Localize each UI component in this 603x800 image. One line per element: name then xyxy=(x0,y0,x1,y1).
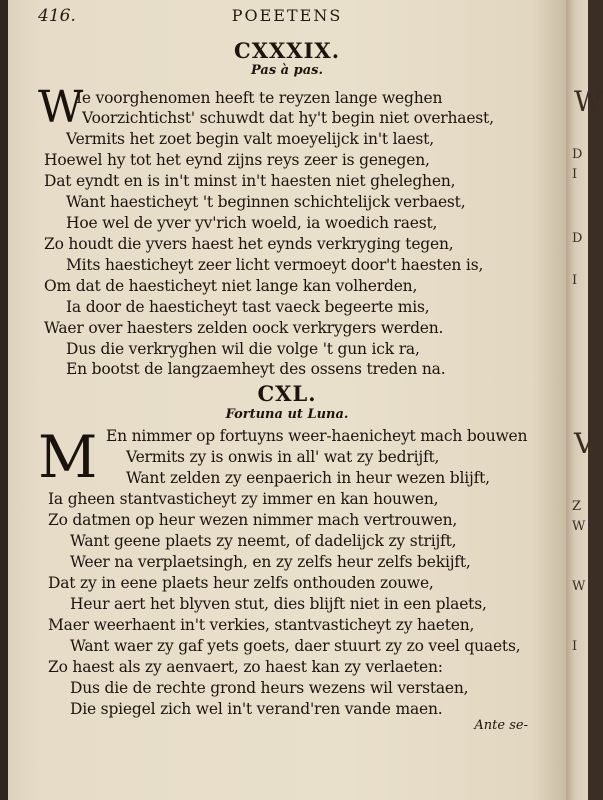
verse-line: Ie voorghenomen heeft te reyzen lange weghen xyxy=(76,89,443,107)
facing-page-fragment: D xyxy=(572,231,583,246)
facing-page-fragment: I xyxy=(572,167,578,182)
facing-page-fragment: W xyxy=(574,85,603,118)
poem-title: Fortuna ut Luna. xyxy=(225,407,349,422)
drop-initial: M xyxy=(38,423,98,491)
verse-line: Mits haesticheyt zeer licht vermoeyt door't haesten is, xyxy=(66,256,484,274)
verse-line: Ia door de haesticheyt tast vaeck begeerte mis, xyxy=(66,298,430,316)
poem-number: CXXXIX. xyxy=(233,38,341,63)
facing-page-fragment: V xyxy=(574,427,595,460)
verse-line: Dus die de rechte grond heurs wezens wil verstaen, xyxy=(70,679,469,697)
drop-initial: W xyxy=(38,82,84,133)
verse-line: Want haesticheyt 't beginnen schichtelijck verbaest, xyxy=(66,193,466,211)
verse-line: Want geene plaets zy neemt, of dadelijck zy strijft, xyxy=(70,532,457,550)
facing-page-fragment: W xyxy=(572,579,586,594)
facing-page-fragment: I xyxy=(572,639,578,654)
verse-line: Voorzichtichst' schuwdt dat hy't begin niet overhaest, xyxy=(82,109,494,127)
verse-line: Vermits zy is onwis in all' wat zy bedrijft, xyxy=(126,448,440,466)
verse-line: Hoe wel de yver yv'rich woeld, ia woedich raest, xyxy=(66,214,438,232)
catchword: Ante se- xyxy=(474,718,528,733)
poem-number: CXL. xyxy=(257,381,317,406)
verse-line: Om dat de haesticheyt niet lange kan volherden, xyxy=(44,277,418,295)
verse-line: Want waer zy gaf yets goets, daer stuurt zy zo veel quaets, xyxy=(70,637,521,655)
verse-line: Zo haest als zy aenvaert, zo haest kan zy verlaeten: xyxy=(48,658,443,676)
page-number: 416. xyxy=(38,6,76,26)
facing-page-fragment: D xyxy=(572,147,583,162)
verse-line: En bootst de langzaemheyt des ossens treden na. xyxy=(66,360,446,378)
poem-title: Pas à pas. xyxy=(250,63,323,78)
facing-page-edge xyxy=(566,0,603,800)
verse-line: Hoewel hy tot het eynd zijns reys zeer is genegen, xyxy=(44,151,430,169)
verse-line: Dat zy in eene plaets heur zelfs onthouden zouwe, xyxy=(48,574,434,592)
facing-page-fragment: Z xyxy=(572,499,582,514)
verse-line: Ia gheen stantvasticheyt zy immer en kan houwen, xyxy=(48,490,439,508)
verse-line: Weer na verplaetsingh, en zy zelfs heur zelfs bekijft, xyxy=(70,553,471,571)
verse-line: Waer over haesters zelden oock verkrygers werden. xyxy=(44,319,444,337)
verse-line: Want zelden zy eenpaerich in heur wezen blijft, xyxy=(126,469,490,487)
running-head: POEETENS xyxy=(231,6,343,25)
verse-line: En nimmer op fortuyns weer-haenicheyt mach bouwen xyxy=(106,427,528,445)
facing-page-fragment: I xyxy=(572,273,578,288)
facing-page-fragment: W xyxy=(572,519,586,534)
verse-line: Dus die verkryghen wil die volge 't gun ick ra, xyxy=(66,340,420,358)
verse-line: Dat eyndt en is in't minst in't haesten niet gheleghen, xyxy=(44,172,456,190)
verse-line: Maer weerhaent in't verkies, stantvasticheyt zy haeten, xyxy=(48,616,475,634)
verse-line: Die spiegel zich wel in't verand'ren vande maen. xyxy=(70,700,443,718)
book-page xyxy=(8,0,567,800)
verse-line: Zo houdt die yvers haest het eynds verkryging tegen, xyxy=(44,235,454,253)
verse-line: Heur aert het blyven stut, dies blijft niet in een plaets, xyxy=(70,595,487,613)
verse-line: Vermits het zoet begin valt moeyelijck in't laest, xyxy=(66,130,434,148)
verse-line: Zo datmen op heur wezen nimmer mach vertrouwen, xyxy=(48,511,458,529)
page-header xyxy=(8,6,566,28)
